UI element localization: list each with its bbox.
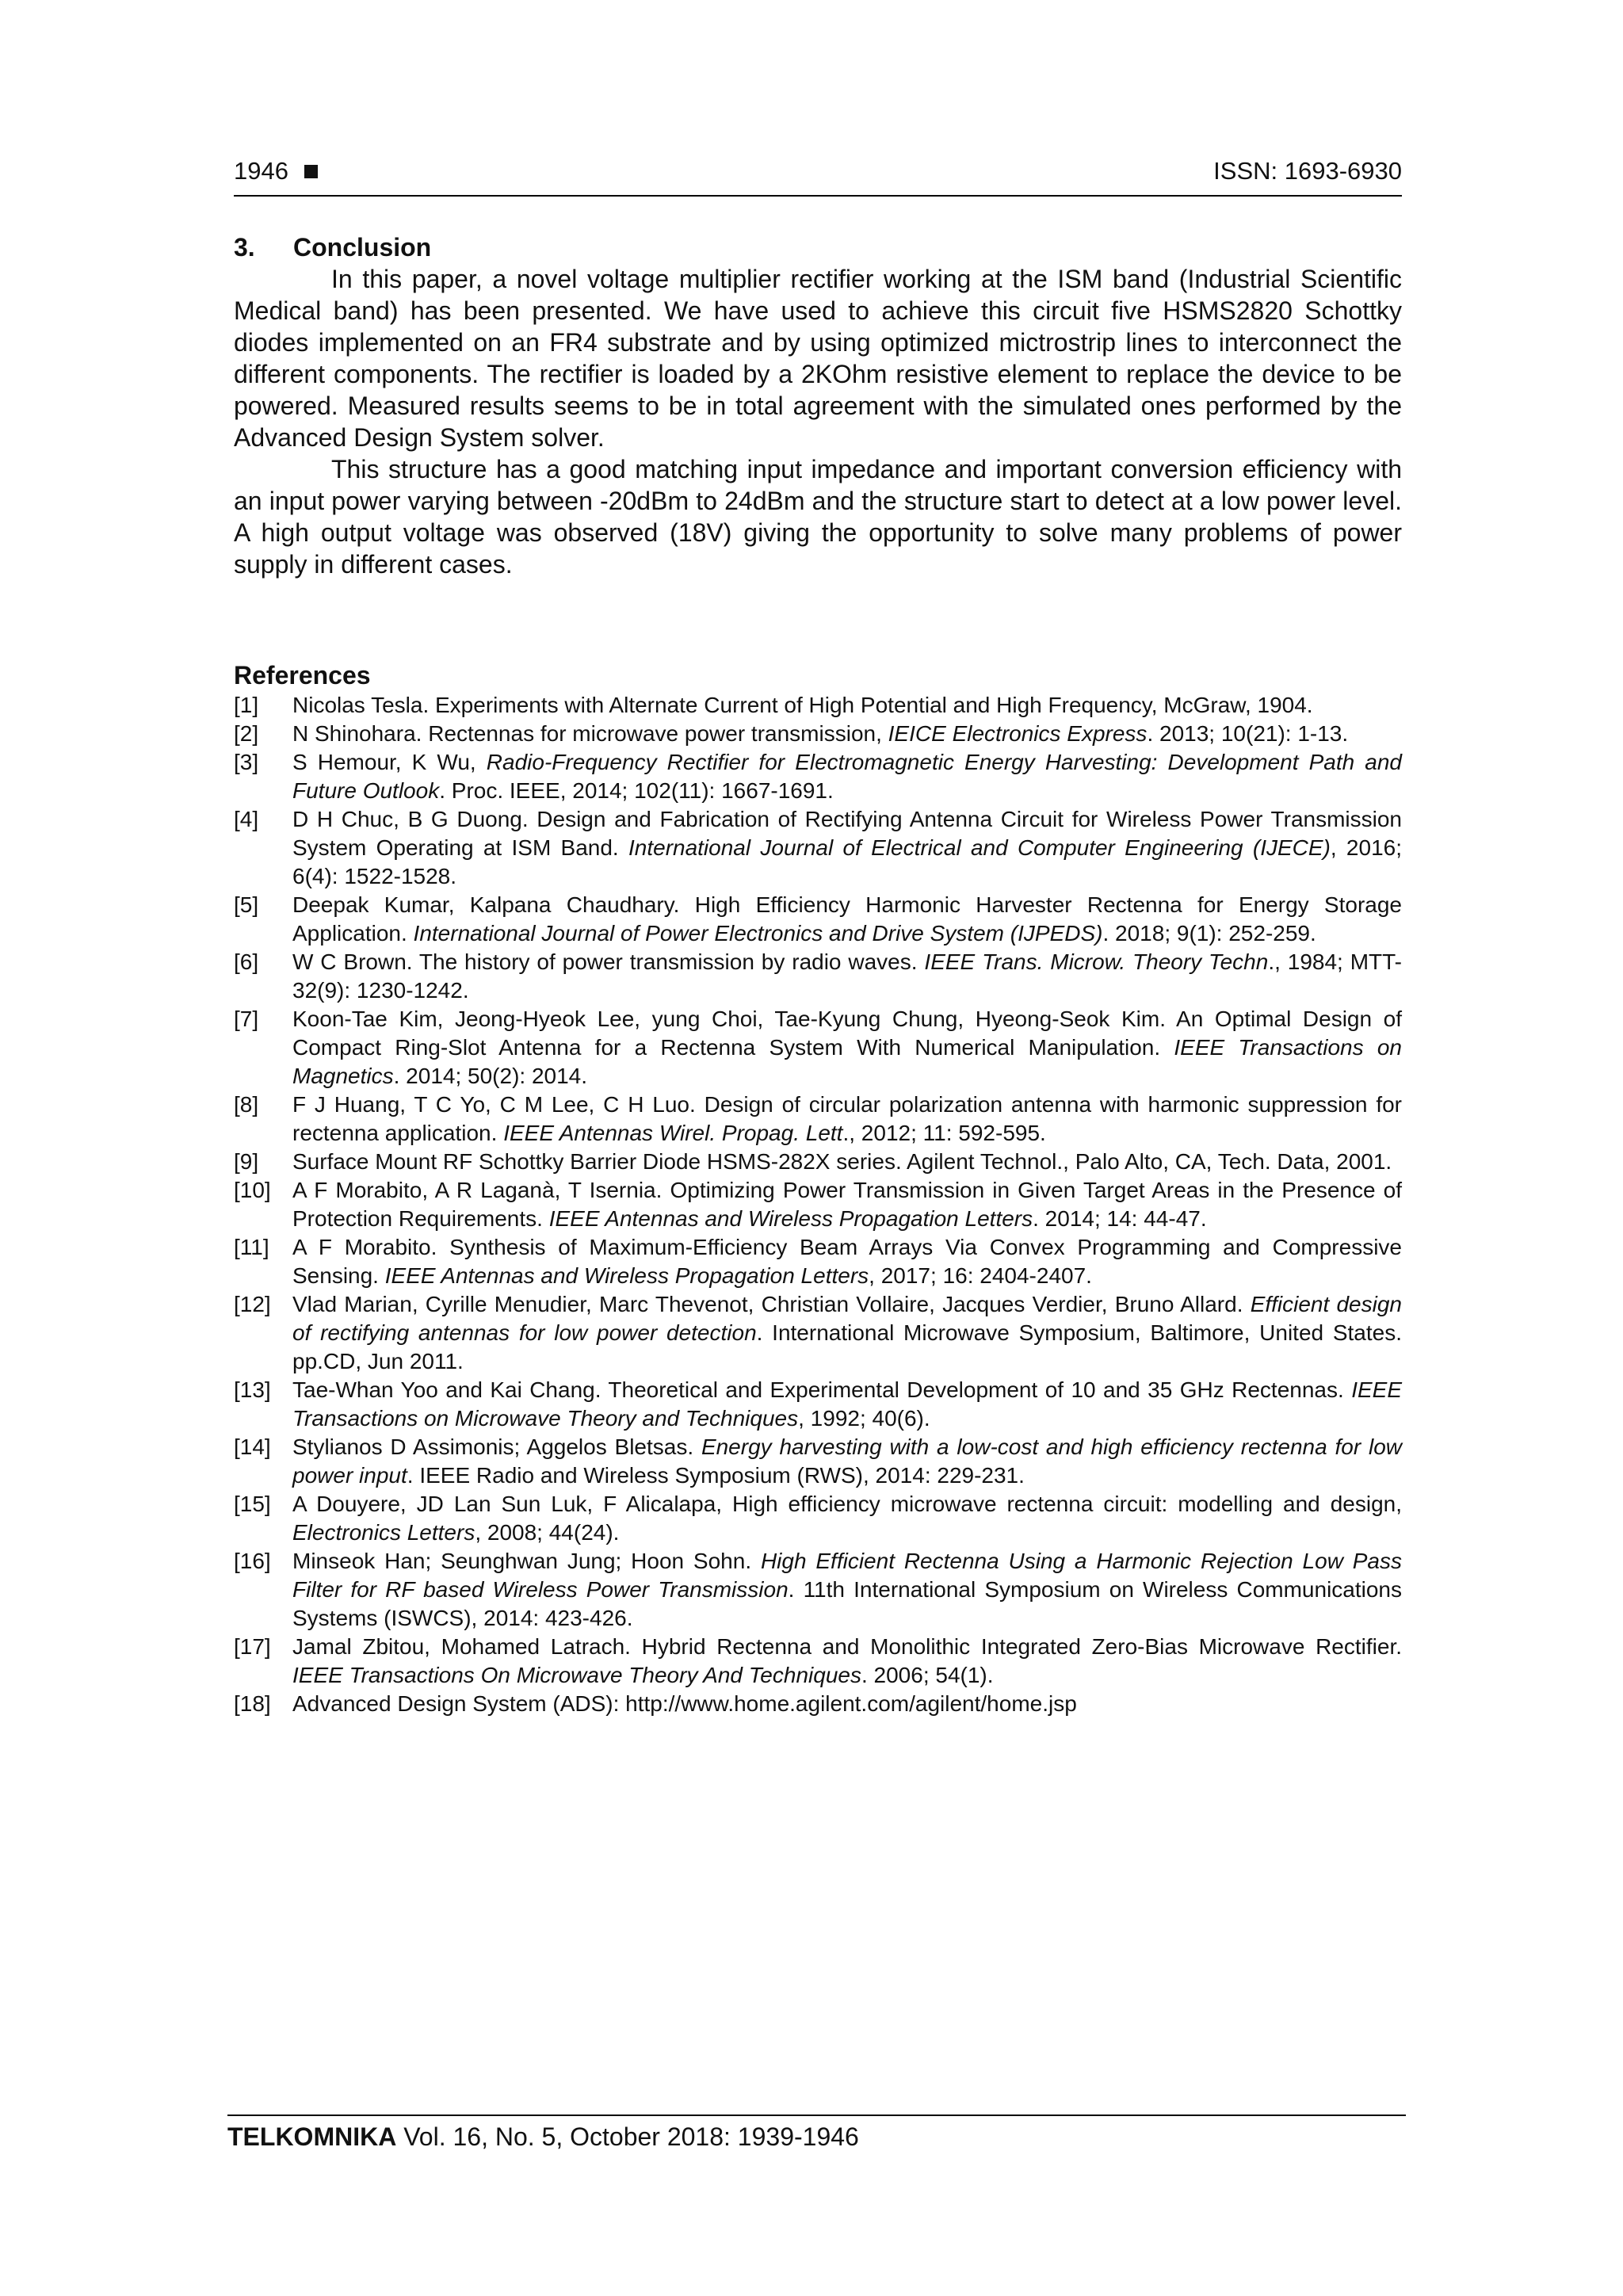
reference-item [234, 1547, 1402, 1633]
reference-text-italic: IEEE Transactions on Microwave Theory and Techniques [292, 1377, 1402, 1431]
reference-list [234, 691, 1402, 1718]
reference-item [234, 891, 1402, 948]
conclusion-paragraph-1: In this paper, a novel voltage multiplier rectifier working at the ISM band (Industrial Scientific Medical band) has been presented. We have used to achieve this circuit five HSMS2820 Schottky diodes implemented on an FR4 substrate and by using optimized mictrostrip lines to interconnect the different components. The rectifier is loaded by a 2KOhm resistive element to replace the device to be powered. Measured results seems to be in total agreement with the simulated ones performed by the Advanced Design System solver. [234, 265, 1402, 452]
reference-text-trailing: . International Microwave Symposium, Baltimore, United States. pp.CD, Jun 2011. [292, 1320, 1402, 1373]
reference-number: [5] [234, 892, 259, 917]
reference-text [292, 720, 1402, 748]
page-footer [227, 2115, 1406, 2152]
reference-text-italic: IEEE Antennas and Wireless Propagation Letters [384, 1263, 869, 1288]
reference-text [292, 1490, 1402, 1547]
reference-text-trailing: ., 1984; MTT-32(9): 1230-1242. [292, 949, 1403, 1003]
reference-text-plain: N Shinohara. Rectennas for microwave power transmission, [292, 721, 888, 746]
reference-text [292, 891, 1402, 948]
page-content [234, 231, 1402, 1718]
reference-text-italic: Efficient design of rectifying antennas for low power detection [292, 1292, 1402, 1345]
reference-text-trailing: . 2018; 9(1): 252-259. [1102, 921, 1316, 946]
reference-text-trailing: . 2014; 50(2): 2014. [393, 1064, 588, 1088]
reference-item [234, 1176, 1402, 1233]
reference-item [234, 1148, 1402, 1176]
reference-text [292, 1005, 1402, 1091]
reference-item [234, 1233, 1402, 1290]
reference-item [234, 748, 1402, 805]
reference-text-italic: Radio-Frequency Rectifier for Electromagnetic Energy Harvesting: Development Path and Future Outlook [292, 750, 1402, 803]
reference-text-italic: IEICE Electronics Express [888, 721, 1148, 746]
reference-number: [8] [234, 1092, 259, 1117]
reference-text-trailing: . 11th International Symposium on Wireless Communications Systems (ISWCS), 2014: 423-426. [292, 1577, 1403, 1630]
reference-number: [6] [234, 949, 259, 974]
reference-text-plain: D H Chuc, B G Duong. Design and Fabrication of Rectifying Antenna Circuit for Wireless Power Transmission System Operating at ISM Band. [292, 807, 1402, 860]
reference-item [234, 1433, 1402, 1490]
footer-journal-name: TELKOMNIKA [227, 2122, 397, 2151]
reference-text-plain: Stylianos D Assimonis; Aggelos Bletsas. [292, 1435, 701, 1459]
section-number: 3. [234, 233, 255, 262]
reference-item [234, 1091, 1402, 1148]
reference-text-trailing: . Proc. IEEE, 2014; 102(11): 1667-1691. [439, 778, 834, 803]
reference-text [292, 1148, 1402, 1176]
references-heading: References [234, 661, 371, 690]
reference-text-italic: IEEE Antennas and Wireless Propagation Letters [548, 1206, 1033, 1231]
reference-text-plain: Koon-Tae Kim, Jeong-Hyeok Lee, yung Choi, Tae-Kyung Chung, Hyeong-Seok Kim. An Optimal Design of Compact Ring-Slot Antenna for a Rectenna System With Numerical Manipulation. [292, 1007, 1402, 1060]
reference-number: [14] [234, 1435, 271, 1459]
reference-item [234, 805, 1402, 891]
reference-text-trailing: . 2006; 54(1). [861, 1663, 994, 1687]
reference-text-trailing: , 1992; 40(6). [798, 1406, 930, 1431]
reference-text-trailing: . 2013; 10(21): 1-13. [1147, 721, 1349, 746]
reference-text-italic: IEEE Antennas Wirel. Propag. Lett [503, 1121, 843, 1145]
reference-number: [2] [234, 721, 259, 746]
reference-text [292, 1233, 1402, 1290]
reference-text [292, 948, 1402, 1005]
reference-text [292, 1690, 1402, 1718]
reference-text-italic: Electronics Letters [292, 1520, 475, 1545]
reference-text [292, 1547, 1402, 1633]
section-title: Conclusion [293, 233, 432, 262]
reference-text-plain: A Douyere, JD Lan Sun Luk, F Alicalapa, High efficiency microwave rectenna circuit: modelling and design, [292, 1492, 1402, 1516]
reference-item [234, 948, 1402, 1005]
reference-item [234, 1376, 1402, 1433]
reference-number: [17] [234, 1634, 271, 1659]
reference-text-plain: Deepak Kumar, Kalpana Chaudhary. High Efficiency Harmonic Harvester Rectenna for Energy Storage Application. [292, 892, 1402, 946]
section-heading [234, 231, 1402, 263]
reference-item [234, 1633, 1402, 1690]
reference-text-plain: Minseok Han; Seunghwan Jung; Hoon Sohn. [292, 1549, 761, 1573]
reference-number: [7] [234, 1007, 259, 1031]
reference-text-plain: Vlad Marian, Cyrille Menudier, Marc Thevenot, Christian Vollaire, Jacques Verdier, Bruno Allard. [292, 1292, 1251, 1316]
reference-text-trailing: . IEEE Radio and Wireless Symposium (RWS), 2014: 229-231. [407, 1463, 1025, 1488]
reference-text-italic: International Journal of Power Electronics and Drive System (IJPEDS) [413, 921, 1103, 946]
reference-text [292, 1176, 1402, 1233]
reference-text-italic: IEEE Trans. Microw. Theory Techn [924, 949, 1269, 974]
header-left [234, 157, 318, 185]
reference-item [234, 691, 1402, 720]
reference-text-trailing: , 2017; 16: 2404-2407. [869, 1263, 1092, 1288]
reference-number: [1] [234, 693, 259, 717]
reference-text [292, 1376, 1402, 1433]
page-number: 1946 [234, 157, 288, 185]
reference-item [234, 1690, 1402, 1718]
reference-text-plain: A F Morabito, A R Laganà, T Isernia. Optimizing Power Transmission in Given Target Areas in the Presence of Protection Requirements. [292, 1178, 1402, 1231]
reference-text [292, 748, 1402, 805]
reference-text-italic: Energy harvesting with a low-cost and high efficiency rectenna for low power input [292, 1435, 1402, 1488]
footer-citation: Vol. 16, No. 5, October 2018: 1939-1946 [403, 2122, 859, 2151]
reference-text [292, 1091, 1402, 1148]
reference-text-trailing: ., 2012; 11: 592-595. [842, 1121, 1046, 1145]
reference-text-plain: A F Morabito. Synthesis of Maximum-Efficiency Beam Arrays Via Convex Programming and Compressive Sensing. [292, 1235, 1402, 1288]
reference-text [292, 1290, 1402, 1376]
page-header [234, 157, 1402, 197]
issn: ISSN: 1693-6930 [1213, 157, 1402, 185]
reference-text [292, 691, 1402, 720]
reference-text-italic: IEEE Transactions on Magnetics [292, 1035, 1402, 1088]
reference-text-plain: Tae-Whan Yoo and Kai Chang. Theoretical and Experimental Development of 10 and 35 GHz Rectennas. [292, 1377, 1352, 1402]
reference-number: [9] [234, 1149, 259, 1174]
reference-text-plain: W C Brown. The history of power transmission by radio waves. [292, 949, 925, 974]
reference-item [234, 720, 1402, 748]
reference-number: [4] [234, 807, 259, 831]
reference-number: [11] [234, 1235, 269, 1259]
reference-number: [3] [234, 750, 259, 774]
reference-text-italic: IEEE Transactions On Microwave Theory And Techniques [292, 1663, 861, 1687]
reference-item [234, 1005, 1402, 1091]
conclusion-paragraph-2: This structure has a good matching input impedance and important conversion efficiency with an input power varying between -20dBm to 24dBm and the structure start to detect at a low power level. A high output voltage was observed (18V) giving the opportunity to solve many problems of power supply in different cases. [234, 455, 1402, 579]
reference-text [292, 1633, 1402, 1690]
reference-number: [15] [234, 1492, 271, 1516]
reference-number: [10] [234, 1178, 271, 1202]
reference-text [292, 805, 1402, 891]
reference-text-italic: International Journal of Electrical and Computer Engineering (IJECE) [628, 835, 1331, 860]
reference-number: [13] [234, 1377, 271, 1402]
reference-text-trailing: . 2014; 14: 44-47. [1033, 1206, 1207, 1231]
reference-text-trailing: , 2008; 44(24). [475, 1520, 620, 1545]
black-square-icon [304, 165, 318, 178]
reference-text-trailing: , 2016; 6(4): 1522-1528. [292, 835, 1402, 888]
reference-text-plain: S Hemour, K Wu, [292, 750, 487, 774]
reference-number: [18] [234, 1691, 271, 1716]
reference-text-plain: F J Huang, T C Yo, C M Lee, C H Luo. Design of circular polarization antenna with harmonic suppression for rectenna application. [292, 1092, 1402, 1145]
reference-text [292, 1433, 1402, 1490]
reference-number: [12] [234, 1292, 271, 1316]
reference-item [234, 1290, 1402, 1376]
reference-text-plain: Advanced Design System (ADS): http://www.home.agilent.com/agilent/home.jsp [292, 1691, 1077, 1716]
reference-text-plain: Jamal Zbitou, Mohamed Latrach. Hybrid Rectenna and Monolithic Integrated Zero-Bias Microwave Rectifier. [292, 1634, 1402, 1659]
reference-item [234, 1490, 1402, 1547]
reference-text-plain: Nicolas Tesla. Experiments with Alternate Current of High Potential and High Frequency, McGraw, 1904. [292, 693, 1313, 717]
reference-text-plain: Surface Mount RF Schottky Barrier Diode HSMS-282X series. Agilent Technol., Palo Alto, CA, Tech. Data, 2001. [292, 1149, 1392, 1174]
reference-text-italic: High Efficient Rectenna Using a Harmonic Rejection Low Pass Filter for RF based Wireless Power Transmission [292, 1549, 1403, 1602]
reference-number: [16] [234, 1549, 271, 1573]
